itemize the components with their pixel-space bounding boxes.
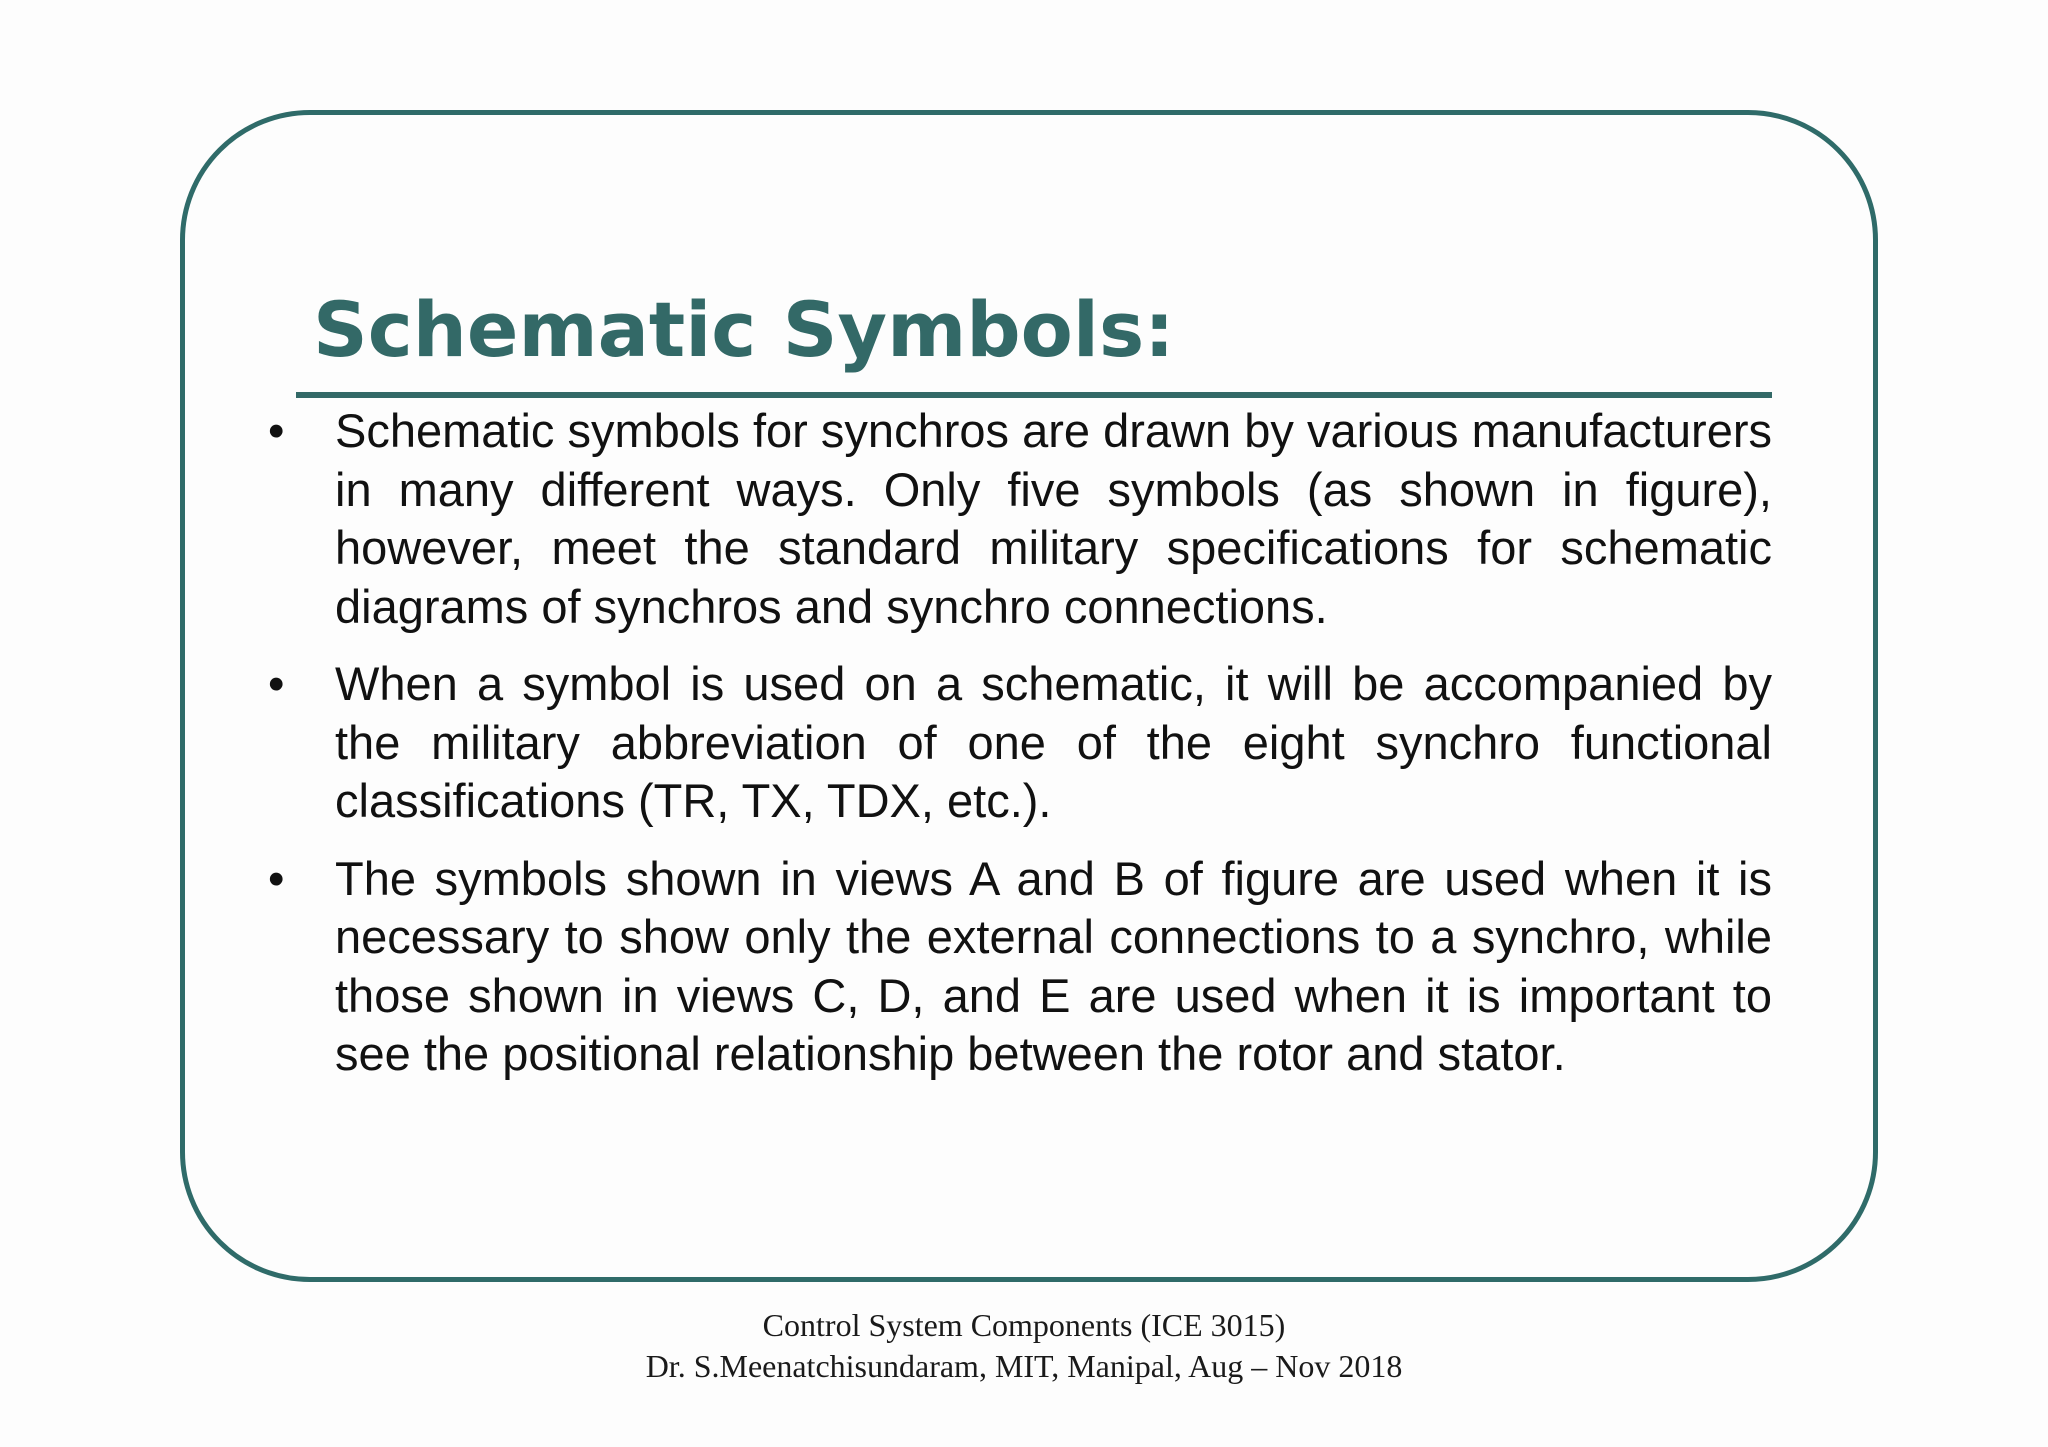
bullet-item [258,850,1772,1084]
bullet-text: Schematic symbols for synchros are drawn by various manufacturers in many different ways. Only five symbols (as shown in figure), however, meet the standard military specifications for schematic diagrams of synchros and synchro connections. [335,404,1772,633]
slide-title: Schematic Symbols: [313,285,1175,374]
footer-author: Dr. S.Meenatchisundaram, MIT, Manipal, Aug – Nov 2018 [645,1348,1403,1384]
bullet-icon: • [268,657,285,710]
bullet-text: When a symbol is used on a schematic, it will be accompanied by the military abbreviation of one of the eight synchro functional classifications (TR, TX, TDX, etc.). [335,657,1772,827]
bullet-item [258,402,1772,636]
bullet-icon: • [268,851,285,905]
title-underline [296,392,1772,398]
bullet-item [258,655,1772,831]
footer-course: Control System Components (ICE 3015) [762,1307,1286,1343]
bullet-list [258,402,1772,1103]
bullet-text: The symbols shown in views A and B of figure are used when it is necessary to show only the external connections to a synchro, while those shown in views C, D, and E are used when it is important to see the positional relationship between the rotor and stator. [335,851,1772,1080]
bullet-icon: • [268,404,285,457]
